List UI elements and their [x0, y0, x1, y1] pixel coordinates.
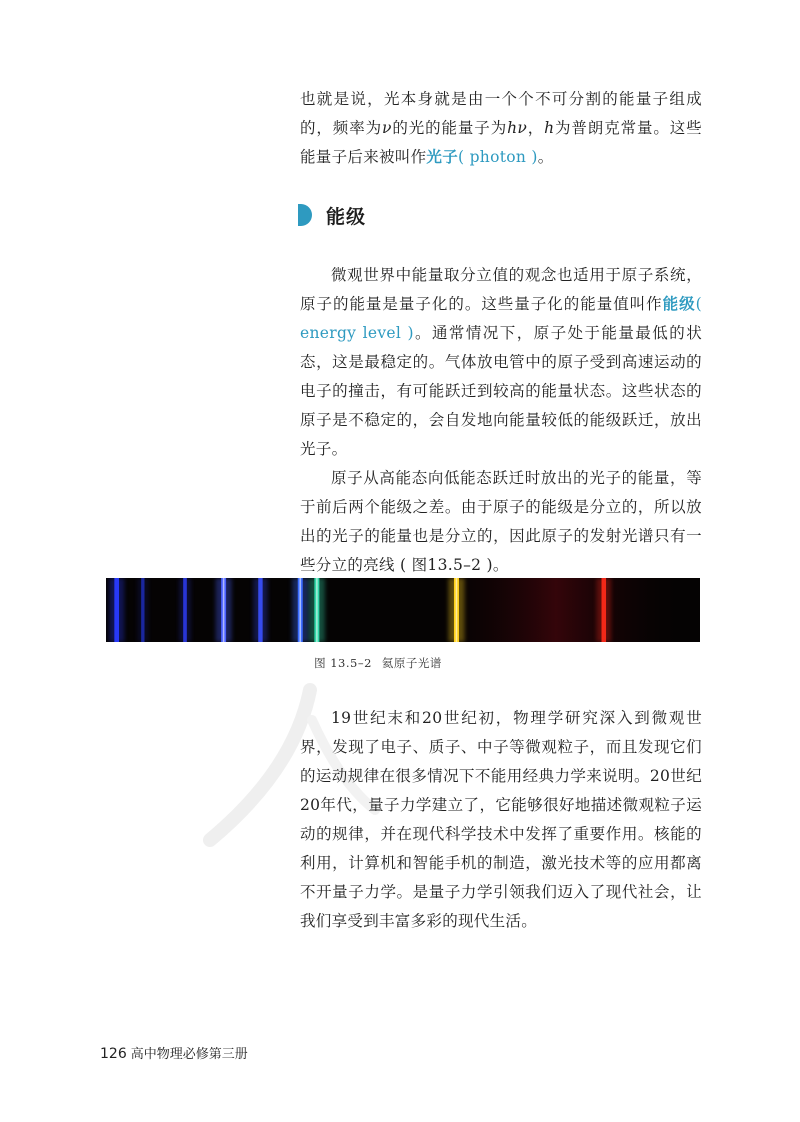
helium-spectrum-image: [106, 578, 700, 642]
spectral-line-9: [601, 578, 606, 642]
book-title: 高中物理必修第三册: [130, 1047, 248, 1062]
spectral-line-2: [141, 578, 144, 642]
term-photon: 光子: [426, 148, 459, 166]
spectral-line-3: [183, 578, 187, 642]
term-energy-level-english: ( energy level ): [300, 295, 702, 342]
spectral-line-core-6: [299, 578, 301, 642]
figure-number: 图 13.5–2: [314, 656, 372, 670]
paragraph-energy-level: 微观世界中能量取分立值的观念也适用于原子系统，原子的能量是量子化的。这些量子化的能量值叫作能级( energy level )。通常情况下，原子处于能量最低的状态，这是最稳定的。气体放电管中的原子受到高速运动的电子的撞击，有可能跃迁到较高的能量状态。这些状态的原子是不稳定的，会自发地向能量较低的能级跃迁，放出光子。: [300, 266, 702, 458]
spectral-line-1: [114, 578, 119, 642]
term-energy-level: 能级: [662, 295, 696, 313]
section-heading-energy-level: [298, 200, 366, 230]
energy-level-text-block: [300, 261, 702, 580]
figure-caption: [0, 655, 800, 671]
spectrum-red-glow: [426, 578, 686, 642]
term-photon-english: ( photon ): [458, 148, 538, 166]
intro-paragraph-block: [300, 85, 702, 172]
section-marker-icon: [298, 204, 312, 226]
quantum-history-text-block: [300, 704, 702, 936]
symbol-h: h: [544, 119, 555, 137]
figure-caption-text: 氦原子光谱: [381, 656, 442, 670]
section-title: 能级: [326, 205, 367, 228]
spectral-line-core-8: [456, 578, 458, 642]
spectral-line-core-7: [316, 578, 318, 642]
spectral-line-core-4: [223, 578, 225, 642]
paragraph-photon: 也就是说，光本身就是由一个个不可分割的能量子组成的，频率为ν的光的能量子为hν，h为普朗克常量。这些能量子后来被叫作光子( photon )。: [300, 90, 702, 166]
page-number: 126: [100, 1046, 127, 1062]
spectral-line-5: [258, 578, 262, 642]
paragraph-emission-spectrum: 原子从高能态向低能态跃迁时放出的光子的能量，等于前后两个能级之差。由于原子的能级是分立的，所以放出的光子的能量也是分立的，因此原子的发射光谱只有一些分立的亮线 ( 图13.5–2 )。: [300, 469, 702, 574]
page-footer: [100, 1043, 248, 1062]
symbol-nu: ν: [381, 119, 392, 137]
symbol-h-nu: hν: [507, 119, 528, 137]
paragraph-quantum-mechanics: 19世纪末和20世纪初，物理学研究深入到微观世界，发现了电子、质子、中子等微观粒子，而且发现它们的运动规律在很多情况下不能用经典力学来说明。20世纪20年代，量子力学建立了，它能够很好地描述微观粒子运动的规律，并在现代科学技术中发挥了重要作用。核能的利用，计算机和智能手机的制造，激光技术等的应用都离不开量子力学。是量子力学引领我们迈入了现代社会，让我们享受到丰富多彩的现代生活。: [300, 709, 702, 930]
